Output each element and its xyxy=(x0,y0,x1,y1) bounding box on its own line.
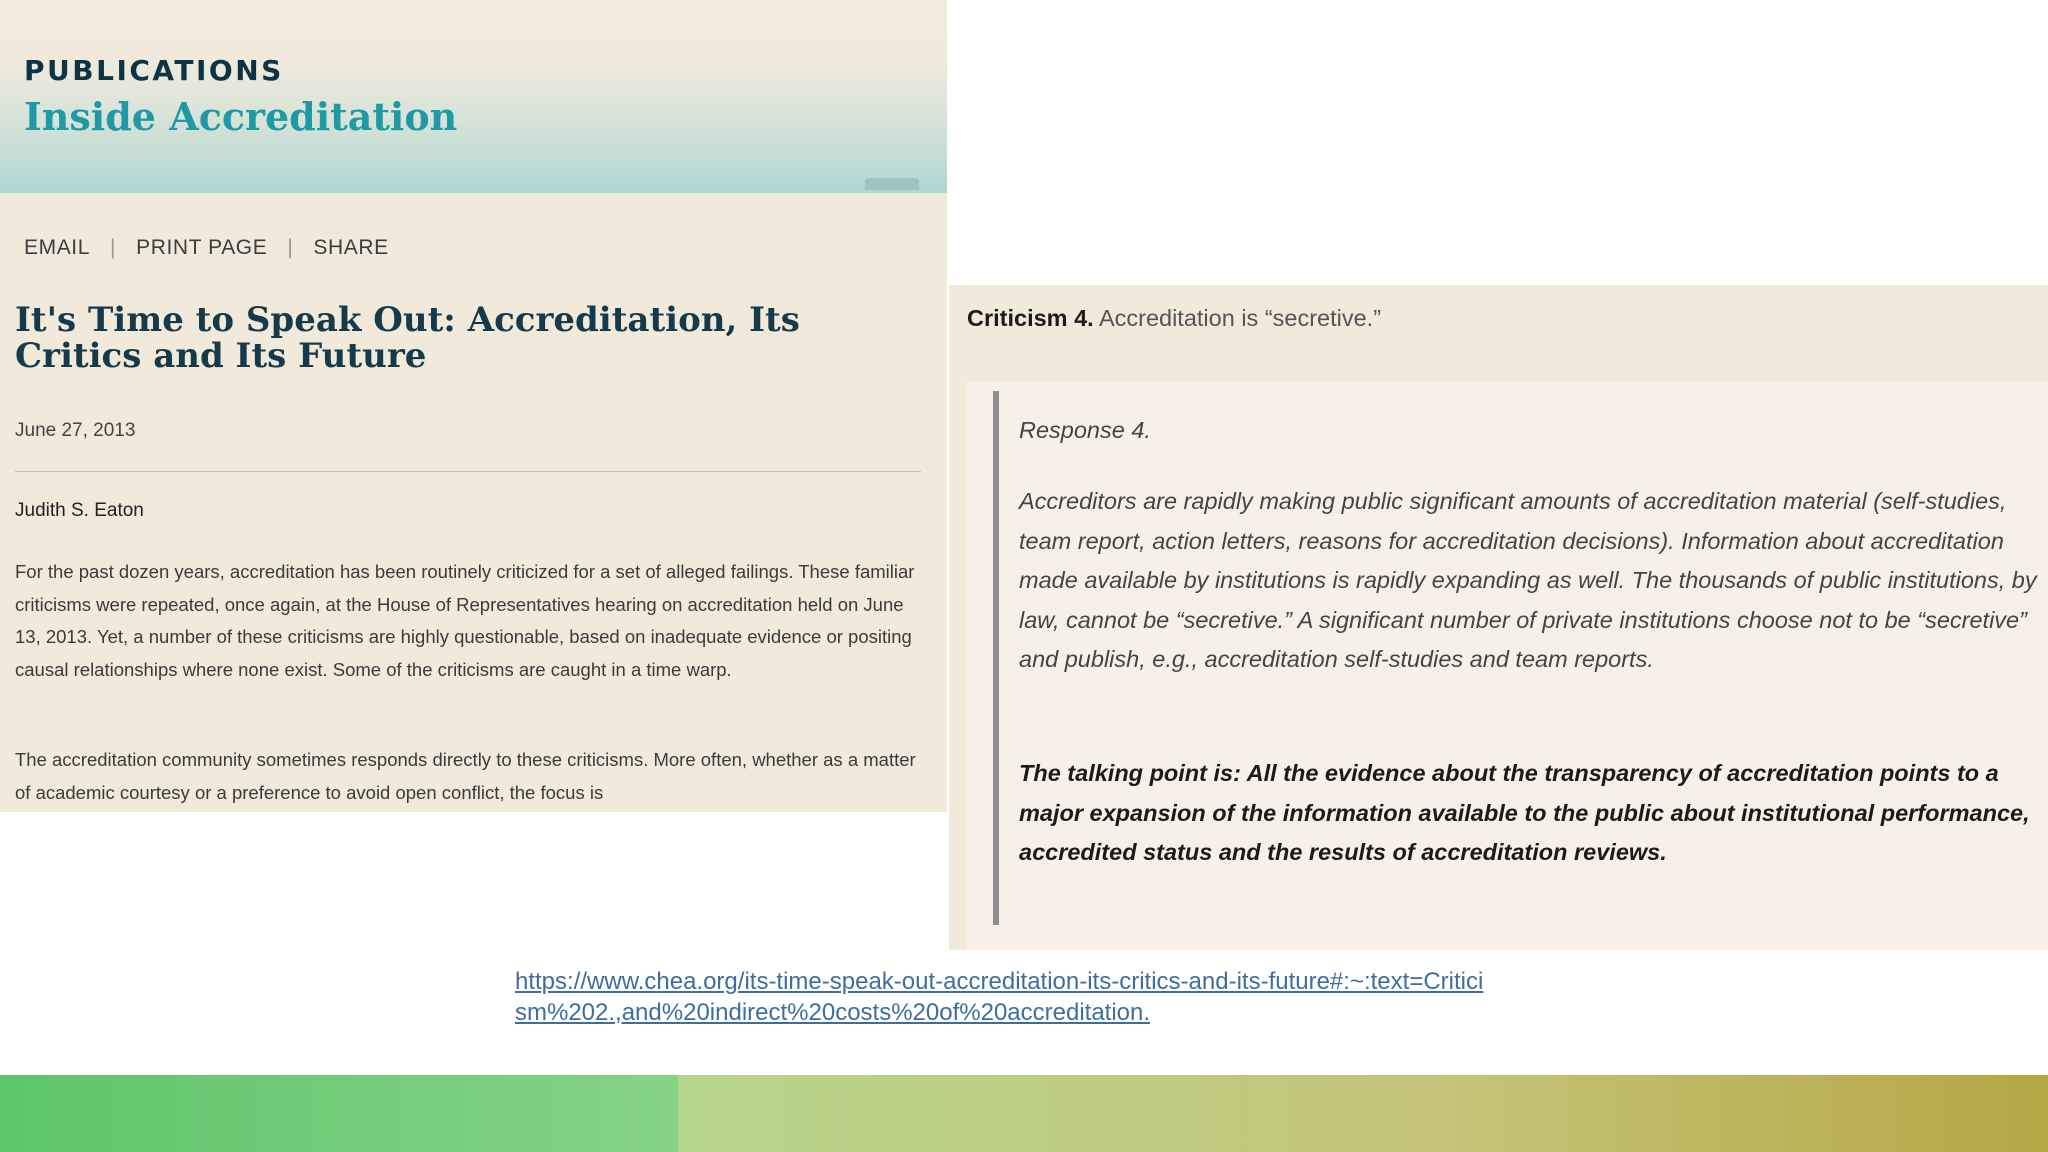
share-link[interactable]: SHARE xyxy=(313,236,389,259)
source-url-link[interactable]: https://www.chea.org/its-time-speak-out-accreditation-its-critics-and-its-future#:~:text=Criticism%202.,and%20indirect%20costs%20of%20accreditation. xyxy=(515,968,1484,1026)
publication-kicker: PUBLICATIONS xyxy=(24,54,284,87)
article-title: It's Time to Speak Out: Accreditation, Its Critics and Its Future xyxy=(15,300,800,376)
criticism-label: Criticism 4. xyxy=(967,305,1094,331)
publication-header xyxy=(0,0,947,193)
email-link[interactable]: EMAIL xyxy=(24,236,91,259)
toolbar-separator: | xyxy=(287,236,294,259)
bottom-gradient-bar-right xyxy=(678,1075,2048,1152)
toolbar-separator: | xyxy=(110,236,117,259)
response-body: Accreditors are rapidly making public significant amounts of accreditation material (self-studies, team report, action letters, reasons for accreditation decisions). Information about accreditation made available by institutions is rapidly expanding as well. The thousands of public institutions, by law, cannot be “secretive.” A significant number of private institutions choose not to be “secretive” and publish, e.g., accreditation self-studies and team reports. xyxy=(1019,488,2037,672)
bottom-gradient-bar-left xyxy=(0,1075,678,1152)
response-talking-point: The talking point is: All the evidence about the transparency of accreditation points to a major expansion of the information available to the public about institutional performance, accredited status and the results of accreditation reviews. xyxy=(1019,760,2030,865)
criticism-heading xyxy=(967,305,1381,332)
criticism-text: Accreditation is “secretive.” xyxy=(1098,305,1382,331)
article-author: Judith S. Eaton xyxy=(15,500,144,521)
article-screenshot-panel xyxy=(0,0,947,812)
article-date: June 27, 2013 xyxy=(15,420,136,441)
response-blockquote xyxy=(967,381,2048,950)
criticism-response-panel xyxy=(949,285,2048,950)
article-divider xyxy=(15,471,921,472)
article-toolbar xyxy=(24,236,389,260)
header-tab-handle xyxy=(865,178,919,190)
article-paragraph: For the past dozen years, accreditation has been routinely criticized for a set of alleged failings. These familiar criticisms were repeated, once again, at the House of Representatives hearing on accreditation held on June 13, 2013. Yet, a number of these criticisms are highly questionable, based on inadequate evidence or positing causal relationships where none exist. Some of the criticisms are caught in a time warp. xyxy=(15,561,915,680)
print-page-link[interactable]: PRINT PAGE xyxy=(136,236,268,259)
publication-title: Inside Accreditation xyxy=(24,94,458,139)
response-label: Response 4. xyxy=(1019,417,1151,443)
article-paragraph: The accreditation community sometimes responds directly to these criticisms. More often, whether as a matter of academic courtesy or a preference to avoid open conflict, the focus is xyxy=(15,749,916,803)
blockquote-bar xyxy=(993,391,999,925)
